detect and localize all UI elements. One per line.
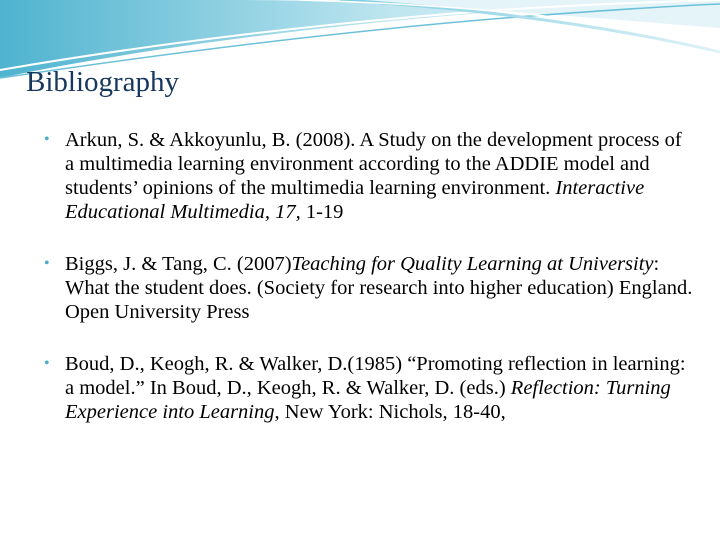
ref-part-italic: Teaching for Quality Learning at University: [291, 253, 654, 275]
bullet-icon: •: [44, 355, 50, 372]
slide-title: Bibliography: [26, 66, 180, 98]
ref-part: Arkun, S. & Akkoyunlu, B. (2008). A Study on the development process of a multimedia learning environment according to the ADDIE model and students’ opinions of the multimedia learning environment.: [65, 129, 682, 199]
ref-part-italic: Interactive Educational Multimedia, 17,: [65, 177, 645, 223]
ref-part: : What the student does. (Society for research into higher education) England. Open University Press: [65, 253, 693, 323]
ref-part: Biggs, J. & Tang, C. (2007): [65, 253, 292, 275]
ref-part-italic: Reflection: Turning Experience into Learning: [65, 377, 671, 423]
bullet-icon: •: [44, 131, 50, 148]
reference-list: [44, 128, 694, 452]
ref-part: Boud, D., Keogh, R. & Walker, D.(1985) “Promoting reflection in learning: a model.” In Boud, D., Keogh, R. & Walker, D. (eds.): [65, 353, 686, 399]
reference-item: [44, 128, 694, 224]
ref-part: 1-19: [300, 201, 344, 223]
ref-part: , New York: Nichols, 18-40,: [274, 401, 506, 423]
bullet-icon: •: [44, 255, 50, 272]
reference-text: [65, 129, 682, 223]
reference-text: [65, 353, 686, 423]
reference-item: [44, 352, 694, 424]
reference-item: [44, 252, 694, 324]
reference-text: [65, 253, 692, 323]
